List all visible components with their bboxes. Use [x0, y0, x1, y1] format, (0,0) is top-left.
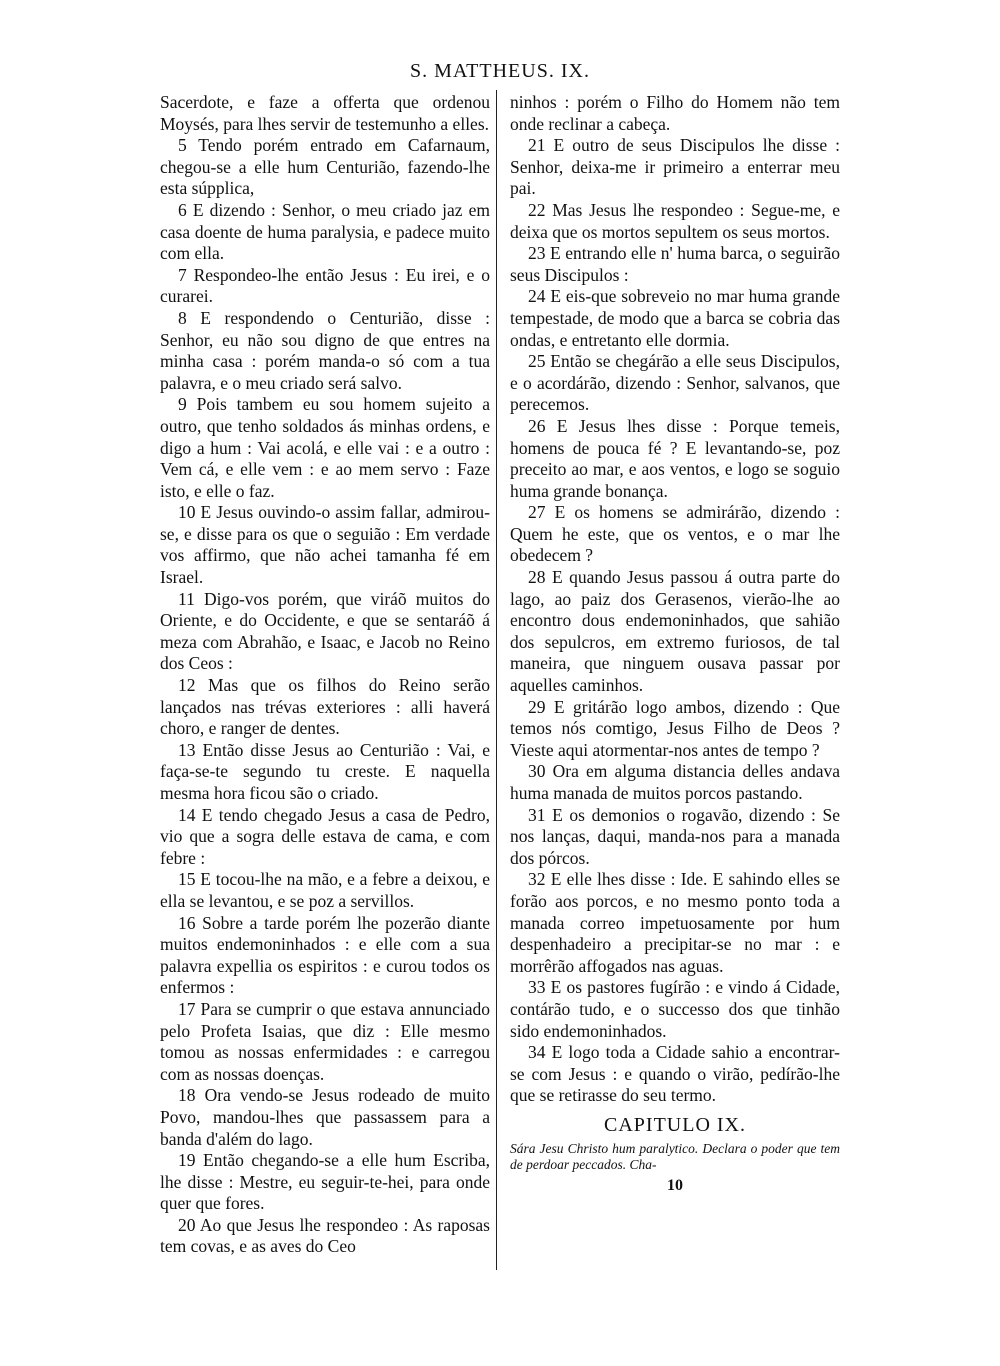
- verse-text: 26 E Jesus lhes disse : Porque temeis, homens de pouca fé ? E levantando-se, poz preceito ao mar, e aos ventos, e logo se soguio huma grande bonança.: [510, 415, 840, 501]
- verse-text: 14 E tendo chegado Jesus a casa de Pedro, vio que a sogra delle estava de cama, e com febre :: [160, 804, 490, 868]
- verse-text: 18 Ora vendo-se Jesus rodeado de muito Povo, mandou-lhes que passassem para a banda d'além do lago.: [160, 1085, 490, 1149]
- verse-text: 30 Ora em alguma distancia delles andava huma manada de muitos porcos pastando.: [510, 761, 840, 803]
- verse-text: 29 E gritárão logo ambos, dizendo : Que temos nós comtigo, Jesus Filho de Deos ? Vieste aqui atormentar-nos antes de tempo ?: [510, 696, 840, 760]
- verse-text: 10 E Jesus ouvindo-o assim fallar, admirou-se, e disse para os que o seguião : Em verdade vos affirmo, que não achei tamanha fé em Israel.: [160, 502, 490, 588]
- running-title: S. MATTHEUS. IX.: [410, 60, 590, 82]
- verse-text: 15 E tocou-lhe na mão, e a febre a deixou, e ella se levantou, e se poz a servillos.: [160, 869, 490, 911]
- chapter-summary: Sára Jesu Christo hum paralytico. Declara o poder que tem de perdoar peccados. Cha-: [510, 1140, 840, 1172]
- verse-text: 20 Ao que Jesus lhe respondeo : As raposas tem covas, e as aves do Ceo: [160, 1214, 490, 1257]
- left-column: [160, 92, 490, 1258]
- verse-text: 28 E quando Jesus passou á outra parte do lago, ao paiz dos Gerasenos, vierão-lhe ao encontro dous endemoninhados, que sahião dos sepulcros, em extremo furiosos, de tal maneira, que ninguem ousava passar por aquelles caminhos.: [510, 567, 840, 696]
- verse-text: 22 Mas Jesus lhe respondeo : Segue-me, e deixa que os mortos sepultem os seus mortos.: [510, 199, 840, 242]
- verse-text: 34 E logo toda a Cidade sahio a encontrar-se com Jesus : e quando o virão, pedírão-lhe que se retirasse do seu termo.: [510, 1042, 840, 1106]
- verse-text: 24 E eis-que sobreveio no mar huma grande tempestade, de modo que a barca se cobria das ondas, e entretanto elle dormia.: [510, 286, 840, 350]
- right-column: [510, 92, 840, 1196]
- verse-text: 19 Então chegando-se a elle hum Escriba, lhe disse : Mestre, eu seguir-te-hei, para onde quer que fores.: [160, 1150, 490, 1214]
- column-divider: [496, 90, 497, 1270]
- verse-text: Sacerdote, e faze a offerta que ordenou Moysés, para lhes servir de testemunho a elles.: [160, 92, 490, 134]
- verse-text: 7 Respondeo-lhe então Jesus : Eu irei, e o curarei.: [160, 264, 490, 307]
- verse-text: 32 E elle lhes disse : Ide. E sahindo elles se forão aos porcos, e no mesmo ponto toda a manada correo impetuosamente por hum despenhadeiro a precipitar-se no mar : e morrêrão affogados nas aguas.: [510, 869, 840, 976]
- verse-text: 5 Tendo porém entrado em Cafarnaum, chegou-se a elle hum Centurião, fazendo-lhe esta súpplica,: [160, 135, 490, 199]
- verse-text: 12 Mas que os filhos do Reino serão lançados nas trévas exteriores : alli haverá choro, e ranger de dentes.: [160, 675, 490, 739]
- verse-text: 9 Pois tambem eu sou homem sujeito a outro, que tenho soldados ás minhas ordens, e digo a hum : Vai acolá, e elle vai : e a outro : Vem cá, e elle vem : e ao mem servo : Faze isto, e elle o faz.: [160, 394, 490, 501]
- verse-text: 33 E os pastores fugírão : e vindo á Cidade, contárão tudo, e o successo dos que tinhão sido endemoninhados.: [510, 977, 840, 1041]
- verse-text: 31 E os demonios o rogavão, dizendo : Se nos lanças, daqui, manda-nos para a manada dos pórcos.: [510, 804, 840, 868]
- verse-text: 25 Então se chegárão a elle seus Discipulos, e o acordárão, dizendo : Senhor, salvanos, que perecemos.: [510, 351, 840, 415]
- verse-text: ninhos : porém o Filho do Homem não tem onde reclinar a cabeça.: [510, 92, 840, 134]
- verse-text: 23 E entrando elle n' huma barca, o seguirão seus Discipulos :: [510, 243, 840, 285]
- verse-text: 27 E os homens se admirárão, dizendo : Quem he este, que os ventos, e o mar lhe obedecem ?: [510, 502, 840, 566]
- verse-text: 17 Para se cumprir o que estava annunciado pelo Profeta Isaias, que diz : Elle mesmo tomou as nossas enfermidades : e carregou com as nossas doenças.: [160, 998, 490, 1084]
- verse-text: 13 Então disse Jesus ao Centurião : Vai, e faça-se-te segundo tu creste. E naquella mesma hora ficou são o criado.: [160, 739, 490, 803]
- verse-text: 21 E outro de seus Discipulos lhe disse : Senhor, deixa-me ir primeiro a enterrar meu pai.: [510, 135, 840, 199]
- verse-text: 16 Sobre a tarde porém lhe pozerão diante muitos endemoninhados : e elle com a sua palavra expellia os espiritos : e curou todos os enfermos :: [160, 912, 490, 998]
- verse-text: 8 E respondendo o Centurião, disse : Senhor, eu não sou digno de que entres na minha casa : porém manda-o só com a tua palavra, e o meu criado será salvo.: [160, 307, 490, 393]
- chapter-title: CAPITULO IX.: [604, 1113, 746, 1136]
- verse-text: 6 E dizendo : Senhor, o meu criado jaz em casa doente de huma paralysia, e padece muito com ella.: [160, 199, 490, 264]
- page-number: 10: [667, 1176, 683, 1194]
- verse-text: 11 Digo-vos porém, que viráõ muitos do Oriente, e do Occidente, e que se sentaráõ á meza com Abrahão, e Isaac, e Jacob no Reino dos Ceos :: [160, 588, 490, 674]
